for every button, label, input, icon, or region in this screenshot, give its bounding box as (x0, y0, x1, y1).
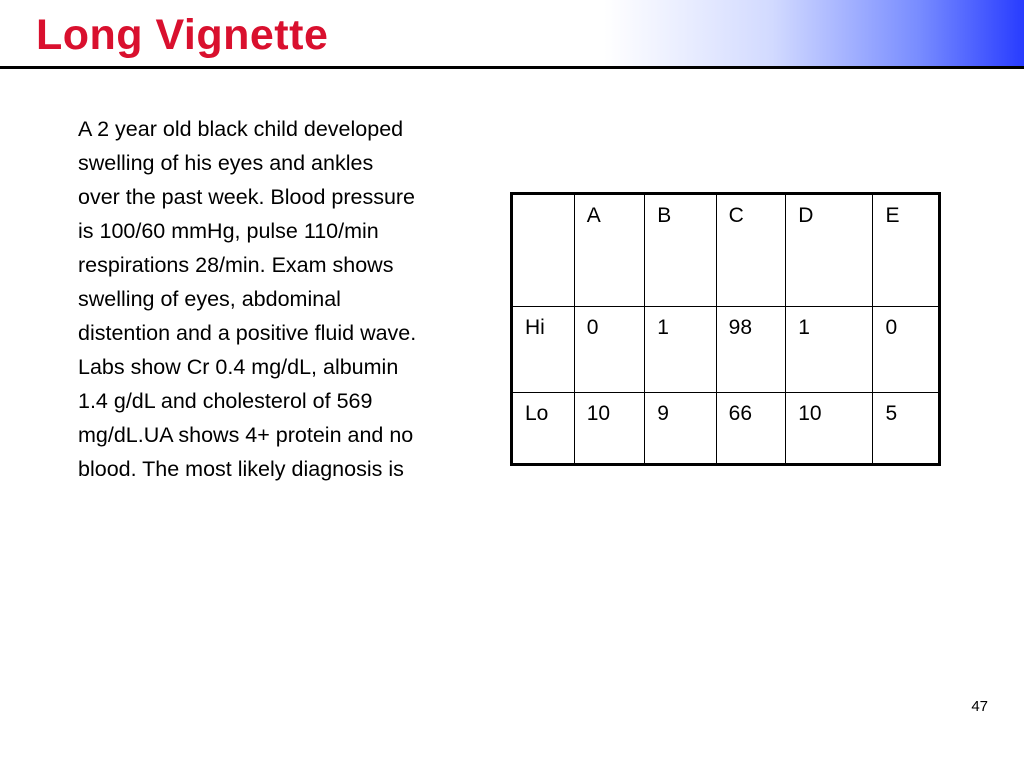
vignette-line: respirations 28/min. Exam shows (78, 253, 394, 277)
column-header-c: C (716, 194, 786, 307)
table-corner-cell (512, 194, 575, 307)
table-cell: 9 (645, 393, 716, 465)
vignette-line: Labs show Cr 0.4 mg/dL, albumin (78, 355, 399, 379)
column-header-b: B (645, 194, 716, 307)
vignette-line: A 2 year old black child developed (78, 117, 404, 141)
vignette-text (78, 112, 488, 486)
column-header-a: A (574, 194, 645, 307)
table-row (512, 393, 940, 465)
header-gradient-band (604, 0, 1024, 66)
table-cell: 10 (574, 393, 645, 465)
vignette-line: blood. The most likely diagnosis is (78, 457, 404, 481)
row-label-hi: Hi (512, 307, 575, 393)
table-cell: 0 (873, 307, 940, 393)
page-number: 47 (971, 698, 988, 715)
title-underline-rule (0, 66, 1024, 69)
table-cell: 98 (716, 307, 786, 393)
row-label-lo: Lo (512, 393, 575, 465)
table-cell: 1 (645, 307, 716, 393)
column-header-e: E (873, 194, 940, 307)
table-row (512, 307, 940, 393)
vignette-line: swelling of his eyes and ankles (78, 151, 374, 175)
answer-choice-table (510, 192, 941, 466)
table-header-row (512, 194, 940, 307)
table-cell: 66 (716, 393, 786, 465)
vignette-line: distention and a positive fluid wave. (78, 321, 417, 345)
vignette-line: swelling of eyes, abdominal (78, 287, 341, 311)
vignette-line: 1.4 g/dL and cholesterol of 569 (78, 389, 373, 413)
table-cell: 10 (786, 393, 873, 465)
column-header-d: D (786, 194, 873, 307)
slide-title: Long Vignette (36, 11, 329, 59)
table-cell: 5 (873, 393, 940, 465)
vignette-line: is 100/60 mmHg, pulse 110/min (78, 219, 379, 243)
table-cell: 0 (574, 307, 645, 393)
vignette-line: mg/dL.UA shows 4+ protein and no (78, 423, 414, 447)
vignette-line: over the past week. Blood pressure (78, 185, 416, 209)
table-cell: 1 (786, 307, 873, 393)
